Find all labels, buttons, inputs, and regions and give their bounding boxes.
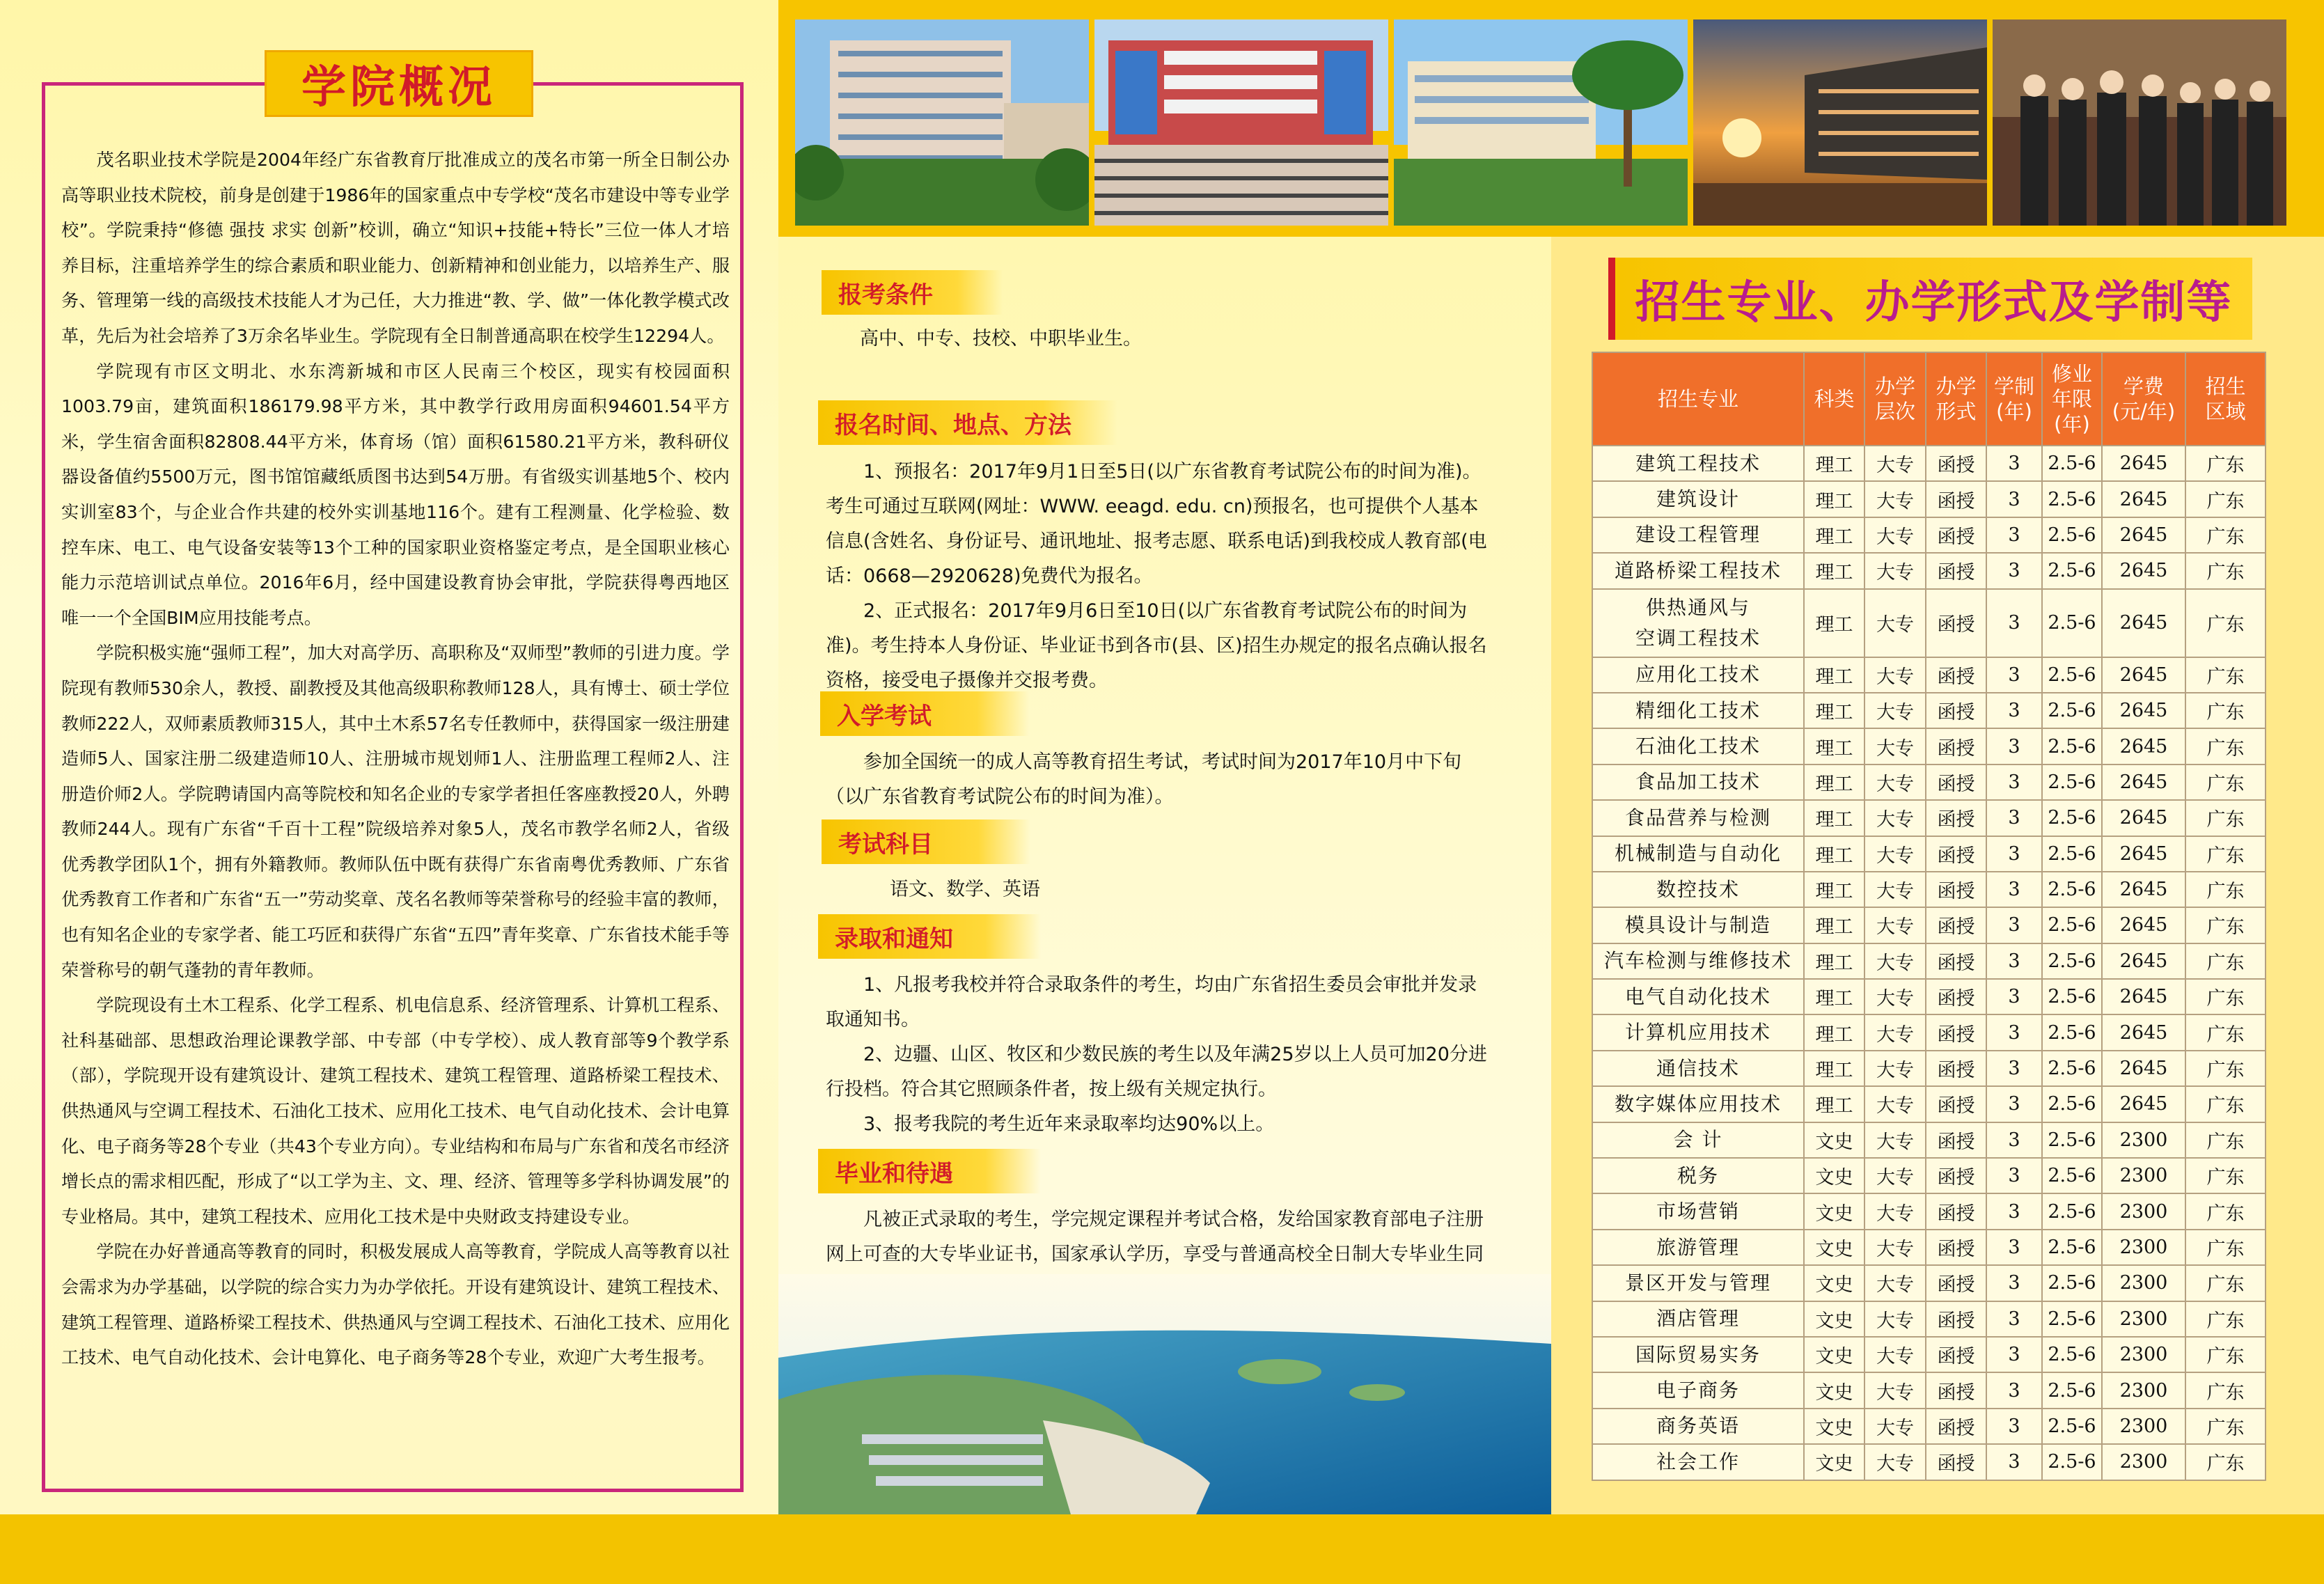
cell-years: 3 xyxy=(1986,1265,2042,1301)
campus-photo-ceremony xyxy=(1094,19,1388,226)
graduation-line: 凡被正式录取的考生，学完规定课程并考试合格，发给国家教育部电子注册网上可查的大专毕业证书，国家承认学历，享受与普通高校全日制大专毕业生同 xyxy=(826,1209,1484,1265)
table-row xyxy=(1592,1337,2266,1372)
cell-region: 广东 xyxy=(2185,1444,2266,1480)
table-row xyxy=(1592,800,2266,836)
cell-region: 广东 xyxy=(2185,1051,2266,1086)
cell-mode: 函授 xyxy=(1926,589,1986,657)
cell-study-period: 2.5-6 xyxy=(2042,517,2102,553)
cell-category: 理工 xyxy=(1804,1051,1864,1086)
cell-category: 文史 xyxy=(1804,1265,1864,1301)
table-row xyxy=(1592,1051,2266,1086)
table-row xyxy=(1592,693,2266,728)
cell-level: 大专 xyxy=(1864,589,1926,657)
cell-level: 大专 xyxy=(1864,1122,1926,1158)
table-row xyxy=(1592,1086,2266,1122)
overview-text xyxy=(61,143,730,1376)
cell-category: 理工 xyxy=(1804,693,1864,728)
admission-line: 2、边疆、山区、牧区和少数民族的考生以及年满25岁以上人员可加20分进行投档。符合其它照顾条件者，按上级有关规定执行。 xyxy=(826,1044,1487,1100)
cell-region: 广东 xyxy=(2185,728,2266,764)
cell-level: 大专 xyxy=(1864,1014,1926,1050)
cell-category: 理工 xyxy=(1804,943,1864,979)
cell-category: 理工 xyxy=(1804,907,1864,943)
cell-level: 大专 xyxy=(1864,1158,1926,1193)
table-row xyxy=(1592,1409,2266,1444)
campus-photo-sunset xyxy=(1693,19,1987,226)
cell-major: 模具设计与制造 xyxy=(1592,907,1804,943)
cell-region: 广东 xyxy=(2185,1372,2266,1408)
cell-study-period: 2.5-6 xyxy=(2042,553,2102,588)
cell-major: 机械制造与自动化 xyxy=(1592,836,1804,872)
cell-category: 文史 xyxy=(1804,1409,1864,1444)
cell-years: 3 xyxy=(1986,657,2042,693)
cell-tuition: 2645 xyxy=(2102,693,2185,728)
cell-study-period: 2.5-6 xyxy=(2042,1193,2102,1229)
cell-level: 大专 xyxy=(1864,1301,1926,1337)
cell-region: 广东 xyxy=(2185,1086,2266,1122)
cell-level: 大专 xyxy=(1864,907,1926,943)
aerial-campus-rendering xyxy=(778,1274,1551,1514)
cell-tuition: 2645 xyxy=(2102,481,2185,517)
cell-level: 大专 xyxy=(1864,728,1926,764)
cell-mode: 函授 xyxy=(1926,657,1986,693)
cell-region: 广东 xyxy=(2185,481,2266,517)
cell-category: 文史 xyxy=(1804,1444,1864,1480)
cell-study-period: 2.5-6 xyxy=(2042,446,2102,481)
cell-region: 广东 xyxy=(2185,446,2266,481)
cell-major: 应用化工技术 xyxy=(1592,657,1804,693)
cell-category: 理工 xyxy=(1804,446,1864,481)
table-header-row xyxy=(1592,352,2266,446)
cell-years: 3 xyxy=(1986,907,2042,943)
cell-major: 汽车检测与维修技术 xyxy=(1592,943,1804,979)
cell-tuition: 2645 xyxy=(2102,589,2185,657)
section-title-exam: 入学考试 xyxy=(820,691,1029,736)
cell-level: 大专 xyxy=(1864,1337,1926,1372)
cell-study-period: 2.5-6 xyxy=(2042,1337,2102,1372)
cell-study-period: 2.5-6 xyxy=(2042,1158,2102,1193)
cell-tuition: 2300 xyxy=(2102,1337,2185,1372)
subjects-text xyxy=(890,872,1447,907)
cell-level: 大专 xyxy=(1864,943,1926,979)
cell-region: 广东 xyxy=(2185,1122,2266,1158)
cell-region: 广东 xyxy=(2185,979,2266,1014)
cell-region: 广东 xyxy=(2185,1337,2266,1372)
cell-region: 广东 xyxy=(2185,1193,2266,1229)
cell-tuition: 2300 xyxy=(2102,1372,2185,1408)
majors-table-body xyxy=(1592,446,2266,1480)
cell-mode: 函授 xyxy=(1926,1086,1986,1122)
cell-mode: 函授 xyxy=(1926,907,1986,943)
cell-level: 大专 xyxy=(1864,1051,1926,1086)
cell-category: 文史 xyxy=(1804,1122,1864,1158)
cell-major: 供热通风与 空调工程技术 xyxy=(1592,589,1804,657)
cell-years: 3 xyxy=(1986,1051,2042,1086)
cell-mode: 函授 xyxy=(1926,764,1986,800)
cell-major: 通信技术 xyxy=(1592,1051,1804,1086)
bottom-band xyxy=(0,1514,2324,1584)
cell-region: 广东 xyxy=(2185,693,2266,728)
cell-level: 大专 xyxy=(1864,872,1926,907)
cell-mode: 函授 xyxy=(1926,1409,1986,1444)
cell-major: 社会工作 xyxy=(1592,1444,1804,1480)
cell-tuition: 2300 xyxy=(2102,1409,2185,1444)
cell-tuition: 2645 xyxy=(2102,553,2185,588)
cell-level: 大专 xyxy=(1864,1409,1926,1444)
campus-photo-group xyxy=(1993,19,2286,226)
table-row xyxy=(1592,728,2266,764)
cell-mode: 函授 xyxy=(1926,1337,1986,1372)
cell-category: 文史 xyxy=(1804,1301,1864,1337)
cell-region: 广东 xyxy=(2185,907,2266,943)
overview-paragraph: 学院积极实施“强师工程”，加大对高学历、高职称及“双师型”教师的引进力度。学院现有教师530余人，教授、副教授及其他高级职称教师128人，具有博士、硕士学位教师222人，双师素质教师315人，其中土木系57名专任教师中，获得国家一级注册建造师5人、国家注册二级建造师10人、注册城市规划师1人、注册监理工程师2人、注册造价师2人。学院聘请国内高等院校和知名企业的专家学者担任客座教授20人，外聘教师244人。现有广东省“千百十工程”院级培养对象5人，茂名市教学名师2人，省级优秀教学团队1个，拥有外籍教师。教师队伍中既有获得广东省南粤优秀教师、广东省优秀教育工作者和广东省“五一”劳动奖章、茂名名教师等荣誉称号的经验丰富的教师，也有知名企业的专家学者、能工巧匠和获得广东省“五四”青年奖章、广东省技术能手等荣誉称号的朝气蓬勃的青年教师。 xyxy=(61,643,730,980)
cell-mode: 函授 xyxy=(1926,517,1986,553)
cell-major: 景区开发与管理 xyxy=(1592,1265,1804,1301)
cell-level: 大专 xyxy=(1864,517,1926,553)
cell-mode: 函授 xyxy=(1926,979,1986,1014)
cell-study-period: 2.5-6 xyxy=(2042,728,2102,764)
cell-study-period: 2.5-6 xyxy=(2042,943,2102,979)
cell-years: 3 xyxy=(1986,836,2042,872)
cell-major: 建筑设计 xyxy=(1592,481,1804,517)
cell-major: 建筑工程技术 xyxy=(1592,446,1804,481)
cell-region: 广东 xyxy=(2185,657,2266,693)
cell-region: 广东 xyxy=(2185,1230,2266,1265)
cell-major: 石油化工技术 xyxy=(1592,728,1804,764)
cell-study-period: 2.5-6 xyxy=(2042,1230,2102,1265)
cell-level: 大专 xyxy=(1864,764,1926,800)
cell-major: 建设工程管理 xyxy=(1592,517,1804,553)
cell-tuition: 2300 xyxy=(2102,1193,2185,1229)
cell-mode: 函授 xyxy=(1926,1193,1986,1229)
cell-years: 3 xyxy=(1986,1230,2042,1265)
table-row xyxy=(1592,1158,2266,1193)
cell-tuition: 2645 xyxy=(2102,872,2185,907)
cell-tuition: 2300 xyxy=(2102,1230,2185,1265)
majors-table-title: 招生专业、办学形式及学制等 xyxy=(1608,258,2252,340)
table-row xyxy=(1592,589,2266,657)
section-title-conditions: 报考条件 xyxy=(822,270,1003,315)
cell-tuition: 2645 xyxy=(2102,517,2185,553)
cell-major: 数字媒体应用技术 xyxy=(1592,1086,1804,1122)
cell-years: 3 xyxy=(1986,1086,2042,1122)
cell-study-period: 2.5-6 xyxy=(2042,1265,2102,1301)
cell-mode: 函授 xyxy=(1926,943,1986,979)
campus-photo-dormitory xyxy=(795,19,1089,226)
table-row xyxy=(1592,446,2266,481)
cell-category: 文史 xyxy=(1804,1193,1864,1229)
cell-category: 理工 xyxy=(1804,728,1864,764)
cell-study-period: 2.5-6 xyxy=(2042,1444,2102,1480)
cell-study-period: 2.5-6 xyxy=(2042,979,2102,1014)
overview-panel xyxy=(0,0,778,1514)
header-years: 学制 (年) xyxy=(1986,352,2042,446)
conditions-text xyxy=(860,322,1521,356)
cell-tuition: 2645 xyxy=(2102,728,2185,764)
cell-level: 大专 xyxy=(1864,693,1926,728)
cell-years: 3 xyxy=(1986,800,2042,836)
cell-major: 食品加工技术 xyxy=(1592,764,1804,800)
cell-tuition: 2300 xyxy=(2102,1265,2185,1301)
cell-mode: 函授 xyxy=(1926,1372,1986,1408)
cell-major: 市场营销 xyxy=(1592,1193,1804,1229)
cell-major: 计算机应用技术 xyxy=(1592,1014,1804,1050)
cell-study-period: 2.5-6 xyxy=(2042,1372,2102,1408)
table-row xyxy=(1592,1372,2266,1408)
cell-mode: 函授 xyxy=(1926,481,1986,517)
cell-tuition: 2300 xyxy=(2102,1122,2185,1158)
registration-line: 1、预报名：2017年9月1日至5日(以广东省教育考试院公布的时间为准)。考生可通过互联网(网址：WWW. eeagd. edu. cn)预报名，也可提供个人基本信息(含姓名、身份证号、通讯地址、报考志愿、联系电话)到我校成人教育部(电话：0668—2920628)免费代为报名。 xyxy=(826,461,1487,587)
cell-study-period: 2.5-6 xyxy=(2042,836,2102,872)
cell-study-period: 2.5-6 xyxy=(2042,1051,2102,1086)
cell-major: 电子商务 xyxy=(1592,1372,1804,1408)
cell-region: 广东 xyxy=(2185,1301,2266,1337)
cell-category: 理工 xyxy=(1804,1014,1864,1050)
cell-level: 大专 xyxy=(1864,1230,1926,1265)
cell-mode: 函授 xyxy=(1926,1158,1986,1193)
cell-category: 理工 xyxy=(1804,481,1864,517)
cell-mode: 函授 xyxy=(1926,1122,1986,1158)
table-row xyxy=(1592,1301,2266,1337)
cell-years: 3 xyxy=(1986,943,2042,979)
cell-category: 理工 xyxy=(1804,553,1864,588)
cell-level: 大专 xyxy=(1864,1444,1926,1480)
cell-tuition: 2645 xyxy=(2102,800,2185,836)
cell-years: 3 xyxy=(1986,1337,2042,1372)
cell-category: 文史 xyxy=(1804,1230,1864,1265)
cell-level: 大专 xyxy=(1864,481,1926,517)
cell-level: 大专 xyxy=(1864,1086,1926,1122)
cell-level: 大专 xyxy=(1864,979,1926,1014)
majors-table xyxy=(1592,352,2266,1481)
header-major: 招生专业 xyxy=(1592,352,1804,446)
cell-category: 理工 xyxy=(1804,979,1864,1014)
subjects-line: 语文、数学、英语 xyxy=(890,879,1040,900)
cell-mode: 函授 xyxy=(1926,836,1986,872)
conditions-line: 高中、中专、技校、中职毕业生。 xyxy=(860,328,1142,350)
cell-years: 3 xyxy=(1986,589,2042,657)
cell-years: 3 xyxy=(1986,1122,2042,1158)
section-title-admission: 录取和通知 xyxy=(818,914,1041,959)
cell-study-period: 2.5-6 xyxy=(2042,1301,2102,1337)
table-row xyxy=(1592,1230,2266,1265)
overview-paragraph: 学院现有市区文明北、水东湾新城和市区人民南三个校区，现实有校园面积1003.79亩，建筑面积186179.98平方米，其中教学行政用房面积94601.54平方米，学生宿舍面积82808.44平方米，体育场（馆）面积61580.21平方米，教科研仪器设备值约5500万元，图书馆馆藏纸质图书达到54万册。有省级实训基地5个、校内实训室83个，与企业合作共建的校外实训基地116个。建有工程测量、化学检验、数控车床、电工、电气设备安装等13个工种的国家职业资格鉴定考点，是全国职业核心能力示范培训试点单位。2016年6月，经中国建设教育协会审批，学院获得粤西地区唯一一个全国BIM应用技能考点。 xyxy=(61,361,730,628)
cell-study-period: 2.5-6 xyxy=(2042,1014,2102,1050)
cell-category: 文史 xyxy=(1804,1372,1864,1408)
cell-region: 广东 xyxy=(2185,800,2266,836)
registration-line: 2、正式报名：2017年9月6日至10日(以广东省教育考试院公布的时间为准)。考生持本人身份证、毕业证书到各市(县、区)招生办规定的报名点确认报名资格，接受电子摄像并交报考费。 xyxy=(826,600,1487,691)
table-row xyxy=(1592,517,2266,553)
cell-major: 电气自动化技术 xyxy=(1592,979,1804,1014)
table-row xyxy=(1592,1265,2266,1301)
table-row xyxy=(1592,907,2266,943)
cell-years: 3 xyxy=(1986,872,2042,907)
cell-major: 酒店管理 xyxy=(1592,1301,1804,1337)
cell-tuition: 2645 xyxy=(2102,764,2185,800)
cell-region: 广东 xyxy=(2185,1014,2266,1050)
table-row xyxy=(1592,943,2266,979)
cell-level: 大专 xyxy=(1864,1372,1926,1408)
table-row xyxy=(1592,481,2266,517)
cell-category: 理工 xyxy=(1804,517,1864,553)
cell-years: 3 xyxy=(1986,517,2042,553)
cell-mode: 函授 xyxy=(1926,1014,1986,1050)
cell-level: 大专 xyxy=(1864,446,1926,481)
cell-mode: 函授 xyxy=(1926,1265,1986,1301)
cell-study-period: 2.5-6 xyxy=(2042,1122,2102,1158)
cell-level: 大专 xyxy=(1864,657,1926,693)
cell-category: 理工 xyxy=(1804,589,1864,657)
cell-years: 3 xyxy=(1986,693,2042,728)
cell-years: 3 xyxy=(1986,728,2042,764)
cell-region: 广东 xyxy=(2185,943,2266,979)
table-row xyxy=(1592,1014,2266,1050)
section-title-subjects: 考试科目 xyxy=(822,820,1030,864)
cell-tuition: 2300 xyxy=(2102,1158,2185,1193)
admission-line: 3、报考我院的考生近年来录取率均达90%以上。 xyxy=(863,1113,1275,1135)
cell-study-period: 2.5-6 xyxy=(2042,589,2102,657)
cell-major: 道路桥梁工程技术 xyxy=(1592,553,1804,588)
cell-study-period: 2.5-6 xyxy=(2042,693,2102,728)
table-row xyxy=(1592,764,2266,800)
cell-tuition: 2645 xyxy=(2102,836,2185,872)
cell-study-period: 2.5-6 xyxy=(2042,1409,2102,1444)
cell-major: 会 计 xyxy=(1592,1122,1804,1158)
cell-category: 理工 xyxy=(1804,1086,1864,1122)
table-row xyxy=(1592,1122,2266,1158)
cell-mode: 函授 xyxy=(1926,553,1986,588)
header-mode: 办学 形式 xyxy=(1926,352,1986,446)
cell-tuition: 2645 xyxy=(2102,1014,2185,1050)
cell-years: 3 xyxy=(1986,1014,2042,1050)
cell-region: 广东 xyxy=(2185,1265,2266,1301)
cell-major: 旅游管理 xyxy=(1592,1230,1804,1265)
cell-level: 大专 xyxy=(1864,1265,1926,1301)
cell-tuition: 2300 xyxy=(2102,1444,2185,1480)
cell-mode: 函授 xyxy=(1926,1301,1986,1337)
cell-region: 广东 xyxy=(2185,836,2266,872)
cell-tuition: 2645 xyxy=(2102,657,2185,693)
cell-category: 理工 xyxy=(1804,872,1864,907)
cell-mode: 函授 xyxy=(1926,1230,1986,1265)
header-tuition: 学费 (元/年) xyxy=(2102,352,2185,446)
cell-major: 精细化工技术 xyxy=(1592,693,1804,728)
cell-years: 3 xyxy=(1986,1372,2042,1408)
cell-region: 广东 xyxy=(2185,1158,2266,1193)
table-row xyxy=(1592,872,2266,907)
cell-region: 广东 xyxy=(2185,589,2266,657)
cell-category: 理工 xyxy=(1804,764,1864,800)
cell-mode: 函授 xyxy=(1926,1444,1986,1480)
cell-major: 商务英语 xyxy=(1592,1409,1804,1444)
campus-photo-palms xyxy=(1394,19,1688,226)
exam-text xyxy=(826,745,1491,815)
section-title-graduation: 毕业和待遇 xyxy=(818,1149,1041,1193)
cell-years: 3 xyxy=(1986,553,2042,588)
cell-mode: 函授 xyxy=(1926,728,1986,764)
table-row xyxy=(1592,836,2266,872)
cell-region: 广东 xyxy=(2185,764,2266,800)
cell-region: 广东 xyxy=(2185,1409,2266,1444)
cell-study-period: 2.5-6 xyxy=(2042,800,2102,836)
cell-level: 大专 xyxy=(1864,1193,1926,1229)
exam-line: 参加全国统一的成人高等教育招生考试，考试时间为2017年10月中下旬（以广东省教育考试院公布的时间为准）。 xyxy=(826,751,1462,808)
header-study-period: 修业 年限 (年) xyxy=(2042,352,2102,446)
cell-years: 3 xyxy=(1986,1193,2042,1229)
cell-category: 理工 xyxy=(1804,836,1864,872)
table-row xyxy=(1592,1193,2266,1229)
cell-major: 食品营养与检测 xyxy=(1592,800,1804,836)
cell-years: 3 xyxy=(1986,1158,2042,1193)
cell-tuition: 2300 xyxy=(2102,1301,2185,1337)
cell-mode: 函授 xyxy=(1926,800,1986,836)
cell-category: 理工 xyxy=(1804,800,1864,836)
cell-study-period: 2.5-6 xyxy=(2042,1086,2102,1122)
cell-study-period: 2.5-6 xyxy=(2042,907,2102,943)
cell-tuition: 2645 xyxy=(2102,979,2185,1014)
cell-category: 文史 xyxy=(1804,1158,1864,1193)
cell-mode: 函授 xyxy=(1926,446,1986,481)
cell-tuition: 2645 xyxy=(2102,1086,2185,1122)
cell-mode: 函授 xyxy=(1926,693,1986,728)
cell-category: 理工 xyxy=(1804,657,1864,693)
cell-major: 数控技术 xyxy=(1592,872,1804,907)
header-category: 科类 xyxy=(1804,352,1864,446)
cell-tuition: 2645 xyxy=(2102,943,2185,979)
cell-category: 文史 xyxy=(1804,1337,1864,1372)
cell-tuition: 2645 xyxy=(2102,907,2185,943)
cell-study-period: 2.5-6 xyxy=(2042,764,2102,800)
registration-text xyxy=(826,455,1491,698)
cell-years: 3 xyxy=(1986,446,2042,481)
cell-major: 国际贸易实务 xyxy=(1592,1337,1804,1372)
header-level: 办学 层次 xyxy=(1864,352,1926,446)
table-row xyxy=(1592,657,2266,693)
header-region: 招生 区域 xyxy=(2185,352,2266,446)
table-row xyxy=(1592,553,2266,588)
cell-region: 广东 xyxy=(2185,517,2266,553)
cell-level: 大专 xyxy=(1864,836,1926,872)
cell-study-period: 2.5-6 xyxy=(2042,872,2102,907)
cell-region: 广东 xyxy=(2185,553,2266,588)
cell-tuition: 2645 xyxy=(2102,446,2185,481)
table-row xyxy=(1592,1444,2266,1480)
cell-years: 3 xyxy=(1986,481,2042,517)
admission-text xyxy=(826,968,1491,1142)
overview-paragraph: 学院现设有土木工程系、化学工程系、机电信息系、经济管理系、计算机工程系、社科基础部、思想政治理论课教学部、中专部（中专学校）、成人教育部等9个教学系（部），学院现开设有建筑设计、建筑工程技术、建筑工程管理、道路桥梁工程技术、供热通风与空调工程技术、石油化工技术、应用化工技术、电气自动化技术、会计电算化、电子商务等28个专业（共43个专业方向）。专业结构和布局与广东省和茂名市经济增长点的需求相匹配，形成了“以工学为主、文、理、经济、管理等多学科协调发展”的专业格局。其中，建筑工程技术、应用化工技术是中央财政支持建设专业。 xyxy=(61,995,730,1227)
cell-level: 大专 xyxy=(1864,800,1926,836)
cell-years: 3 xyxy=(1986,764,2042,800)
cell-major: 税务 xyxy=(1592,1158,1804,1193)
overview-paragraph: 学院在办好普通高等教育的同时，积极发展成人高等教育，学院成人高等教育以社会需求为办学基础，以学院的综合实力为办学依托。开设有建筑设计、建筑工程技术、建筑工程管理、道路桥梁工程技术、供热通风与空调工程技术、石油化工技术、应用化工技术、电气自动化技术、会计电算化、电子商务等28个专业，欢迎广大考生报考。 xyxy=(61,1241,730,1368)
section-title-registration: 报名时间、地点、方法 xyxy=(818,400,1117,445)
cell-mode: 函授 xyxy=(1926,872,1986,907)
cell-years: 3 xyxy=(1986,1409,2042,1444)
cell-level: 大专 xyxy=(1864,553,1926,588)
overview-title: 学院概况 xyxy=(265,50,533,117)
table-row xyxy=(1592,979,2266,1014)
admission-line: 1、凡报考我校并符合录取条件的考生，均由广东省招生委员会审批并发录取通知书。 xyxy=(826,974,1477,1030)
cell-years: 3 xyxy=(1986,979,2042,1014)
cell-tuition: 2645 xyxy=(2102,1051,2185,1086)
cell-study-period: 2.5-6 xyxy=(2042,657,2102,693)
cell-mode: 函授 xyxy=(1926,1051,1986,1086)
cell-study-period: 2.5-6 xyxy=(2042,481,2102,517)
overview-paragraph: 茂名职业技术学院是2004年经广东省教育厅批准成立的茂名市第一所全日制公办高等职业技术院校，前身是创建于1986年的国家重点中专学校“茂名市建设中等专业学校”。学院秉持“修德 强技 求实 创新”校训，确立“知识+技能+特长”三位一体人才培养目标，注重培养学生的综合素质和职业能力、创新精神和创业能力，以培养生产、服务、管理第一线的高级技术技能人才为己任，大力推进“教、学、做”一体化教学模式改革，先后为社会培养了3万余名毕业生。学院现有全日制普通高职在校学生12294人。 xyxy=(61,150,730,346)
cell-region: 广东 xyxy=(2185,872,2266,907)
cell-years: 3 xyxy=(1986,1444,2042,1480)
cell-years: 3 xyxy=(1986,1301,2042,1337)
